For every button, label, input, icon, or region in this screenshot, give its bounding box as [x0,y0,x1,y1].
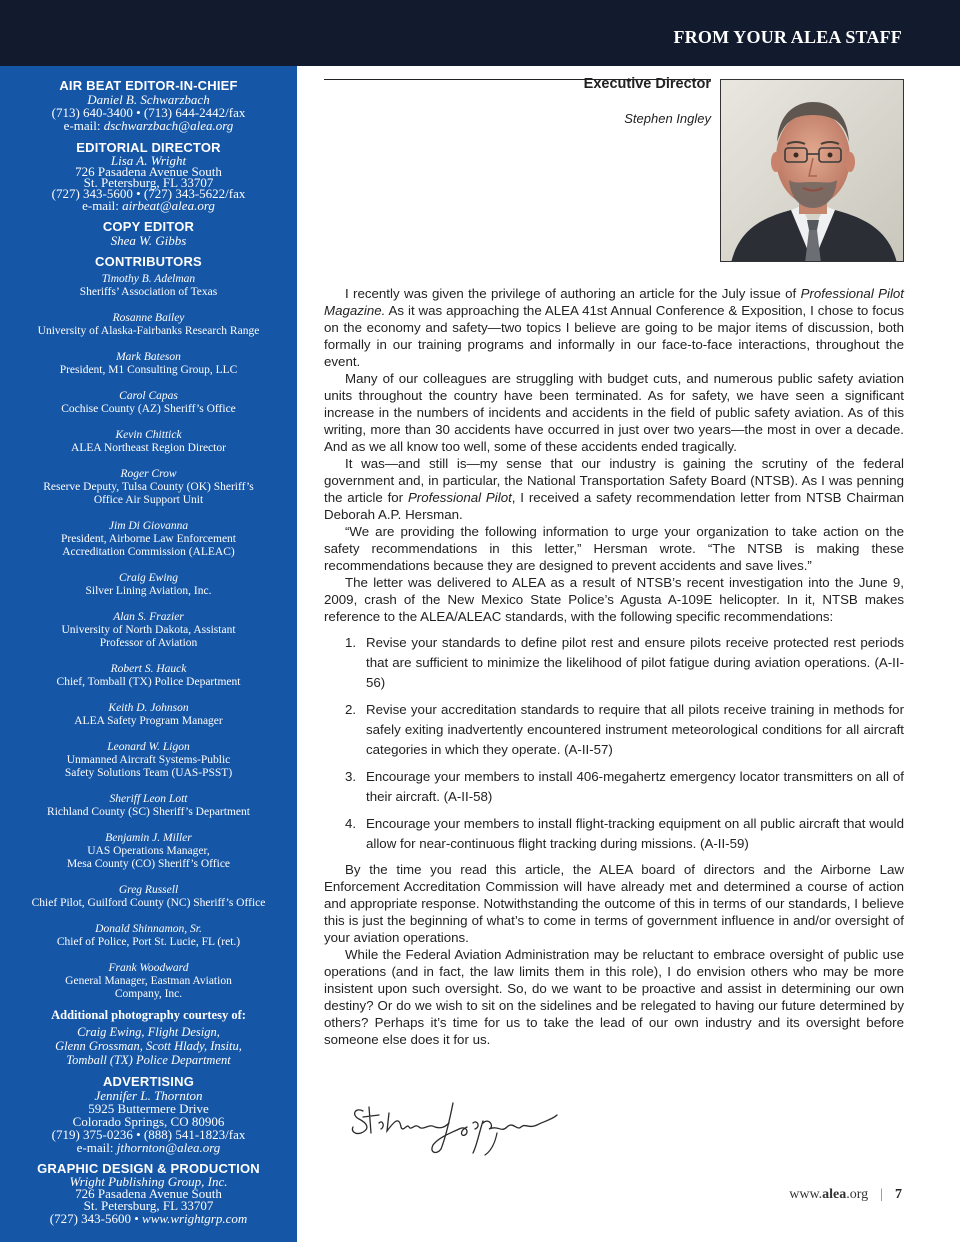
editorial-director-address2: St. Petersburg, FL 33707 [83,175,214,190]
contributor-role: Silver Lining Aviation, Inc. [85,585,212,597]
section-header: FROM YOUR ALEA STAFF [673,27,902,47]
contributor-name: Leonard W. Ligon [107,741,190,753]
author-portrait [720,79,904,262]
design-block [0,1162,297,1226]
paragraph-text: As it was approaching the ALEA 41st Annual Conference & Exposition, I chose to focus on the economy and safety—two topics I believe are going to be major items of discussion, both formally in our training programs and informally in our face-to-face interactions, throughout the event. [324,303,904,369]
editor-in-chief-name: Daniel B. Schwarzbach [87,92,210,107]
contributor-role: Company, Inc. [114,988,183,1000]
copy-editor-heading: COPY EDITOR [102,219,195,234]
recommendation-number: 1. [345,635,357,650]
publication-title: Professional Pilot [407,490,512,505]
contributor-role: UAS Operations Manager, [87,845,210,857]
contributor-name: Sheriff Leon Lott [109,793,188,805]
recommendation-text: Encourage your members to install 406-megahertz emergency locator transmitters on all of their aircraft. (A-II-58) [366,769,904,804]
contributor-role: Chief, Tomball (TX) Police Department [56,676,241,688]
contributor-entry [0,923,297,949]
copy-editor-name: Shea W. Gibbs [110,233,187,248]
contributor-entry [0,520,297,559]
advertising-block [0,1075,297,1154]
editor-in-chief-email-line [0,119,297,132]
contributor-entry [0,663,297,689]
article-paragraph: Many of our colleagues are struggling with budget cuts, and numerous public safety aviation units throughout the country have been terminated. As for safety, we have seen a significant increase in the numbers of incidents and accidents in the field of public safety aviation. As of this writing, more than 30 accidents have occurred in just over two years—the most in over a decade. And as we all know too well, some of these accidents ended tragically. [324,371,904,454]
article-author: Stephen Ingley [624,111,711,126]
page-footer [789,1187,902,1203]
contributor-role: Office Air Support Unit [93,494,204,506]
contributor-entry [0,962,297,1001]
recommendation-number: 2. [345,702,357,717]
advertising-address1: 5925 Buttermere Drive [88,1101,209,1116]
editorial-director-email[interactable]: airbeat@alea.org [122,198,215,213]
contributor-name: Jim Di Giovanna [108,520,189,532]
advertising-phone: (719) 375-0236 • (888) 541-1823/fax [51,1127,246,1142]
contributors-block [0,255,297,1001]
paragraph-text: I recently was given the privilege of authoring an article for the July issue of [345,286,801,301]
contributor-role: Safety Solutions Team (UAS-PSST) [64,767,233,779]
contributor-role: Reserve Deputy, Tulsa County (OK) Sheriff’s [43,481,254,493]
contributor-role: ALEA Northeast Region Director [71,442,226,454]
url-prefix: www. [789,1187,823,1202]
photography-credits [0,1008,297,1067]
recommendation-item [324,633,904,693]
editorial-director-name: Lisa A. Wright [110,153,187,168]
design-heading: GRAPHIC DESIGN & PRODUCTION [37,1161,260,1176]
editor-in-chief-phone: (713) 640-3400 • (713) 644-2442/fax [51,105,246,120]
email-label: e-mail: [82,198,123,213]
contributor-role: Sheriffs’ Association of Texas [79,286,218,298]
contributor-role: President, Airborne Law Enforcement [61,533,236,545]
contributor-name: Robert S. Hauck [110,663,187,675]
contributor-role: Richland County (SC) Sheriff’s Department [47,806,250,818]
publication-title: Professional Pilot Magazine. [324,286,905,318]
contributor-entry [0,429,297,455]
article-paragraph: “We are providing the following information to urge your organization to take action on the safety recommendations in this letter,” Hersman wrote. “The NTSB is making these recommendations because they are designed to prevent accidents and save lives.” [324,524,904,573]
contributor-name: Keith D. Johnson [108,702,189,714]
contributor-entry [0,390,297,416]
photography-line: Craig Ewing, Flight Design, [77,1025,220,1039]
contributor-name: Greg Russell [118,884,179,896]
contributor-entry [0,312,297,338]
editor-in-chief-heading: AIR BEAT EDITOR-IN-CHIEF [59,78,238,93]
contributor-role: University of Alaska-Fairbanks Research Range [37,325,260,337]
contributor-name: Carol Capas [119,390,178,402]
editorial-director-address1: 726 Pasadena Avenue South [75,164,222,179]
contributor-name: Rosanne Bailey [112,312,185,324]
recommendation-number: 3. [345,769,357,784]
contributor-entry [0,351,297,377]
article-paragraph: By the time you read this article, the ALEA board of directors and the Airborne Law Enforcement Accreditation Commission will have already met and determined a course of action and appropriate response. Notwithstanding the outcome of this in terms of our standards, I believe this is just the beginning of what’s to come in terms of government influence in and/or oversight of your aviation operations. [324,862,904,945]
contributor-entry [0,468,297,507]
contributor-entry [0,793,297,819]
article-paragraph [324,455,904,523]
editorial-director-email-line [0,199,297,212]
editorial-director-phone: (727) 343-5600 • (727) 343-5622/fax [51,186,246,201]
contributor-entry [0,611,297,650]
contributor-name: Timothy B. Adelman [101,273,196,285]
contributor-entry [0,741,297,780]
email-label: e-mail: [63,118,104,133]
article-paragraph: The letter was delivered to ALEA as a result of NTSB’s recent investigation into the June 9, 2009, crash of the New Mexico State Police’s Agusta A-109E helicopter. In it, NTSB makes reference to the ALEA/ALEAC standards, with the following specific recommendations: [324,575,904,624]
contributors-list [0,273,297,1001]
contributor-name: Roger Crow [120,468,177,480]
contributor-name: Donald Shinnamon, Sr. [95,923,202,935]
editor-in-chief-email[interactable]: dschwarzbach@alea.org [103,118,234,133]
contributor-name: Kevin Chittick [115,429,182,441]
photography-heading: Additional photography courtesy of: [51,1008,246,1022]
advertising-name: Jennifer L. Thornton [94,1088,203,1103]
contributor-role: Chief Pilot, Guilford County (NC) Sheriff’s Office [31,897,266,909]
contributor-role: ALEA Safety Program Manager [74,715,223,727]
contributor-entry [0,273,297,299]
contributor-role: Accreditation Commission (ALEAC) [62,546,235,558]
footer-url[interactable] [789,1187,868,1202]
recommendations-list [324,633,904,854]
photography-line: Glenn Grossman, Scott Hlady, Insitu, [55,1039,242,1053]
article-body [324,285,904,1048]
recommendation-text: Revise your standards to define pilot rest and ensure pilots receive protected rest periods that are sufficient to minimize the likelihood of pilot fatigue during aviation operations. (A-II-56) [366,635,904,690]
contributor-name: Craig Ewing [118,572,179,584]
contributor-entry [0,832,297,871]
contributor-role: University of North Dakota, Assistant [61,624,236,636]
author-signature [349,1093,561,1159]
copy-editor-block [0,220,297,247]
contributor-role: Mesa County (CO) Sheriff’s Office [66,858,231,870]
footer-divider: | [880,1187,883,1202]
editorial-director-block [0,141,297,212]
contributor-role: General Manager, Eastman Aviation [65,975,232,987]
contributor-name: Benjamin J. Miller [105,832,192,844]
paragraph-text: , I received a safety recommendation letter from NTSB Chairman Deborah A.P. Hersman. [324,490,904,522]
contributor-role: President, M1 Consulting Group, LLC [59,364,238,376]
top-banner [0,0,960,66]
contributor-name: Frank Woodward [108,962,189,974]
advertising-heading: ADVERTISING [102,1074,195,1089]
paragraph-text: It was—and still is—my sense that our industry is gaining the scrutiny of the federal government and, in particular, the National Transportation Safety Board (NTSB). As I was penning the article for [324,456,904,505]
contributor-role: Cochise County (AZ) Sheriff’s Office [61,403,236,415]
recommendation-item [324,767,904,807]
contributor-entry [0,884,297,910]
recommendation-number: 4. [345,816,357,831]
photography-line: Tomball (TX) Police Department [66,1053,231,1067]
article-section-title: Executive Director [583,76,711,92]
design-address1: 726 Pasadena Avenue South [75,1186,222,1201]
recommendation-item [324,700,904,760]
contributor-role: Professor of Aviation [99,637,198,649]
editor-in-chief-block [0,79,297,132]
recommendation-text: Encourage your members to install flight-tracking equipment on all public aircraft that would allow for near-continuous flight tracking during missions. (A-II-59) [366,816,904,851]
design-name: Wright Publishing Group, Inc. [69,1174,228,1189]
article-paragraph: While the Federal Aviation Administration may be reluctant to embrace oversight of public use operations (and in fact, the law limits them in this role), I do envision others who may be more insistent upon such oversight. So, do we want to be proactive and assist in determining our own destiny? Or do we wish to sit on the sidelines and be relegated to having our future determined by others? Perhaps it’s time for us to take the lead of our own industry and its oversight before someone else does it for us. [324,947,904,1047]
advertising-email[interactable]: jthornton@alea.org [116,1140,221,1155]
editorial-director-heading: EDITORIAL DIRECTOR [76,140,221,155]
design-contact-line [0,1212,297,1226]
design-phone: (727) 343-5600 • [49,1211,143,1226]
contributor-name: Alan S. Frazier [113,611,184,623]
url-brand: alea [822,1187,847,1202]
page-number: 7 [895,1187,902,1202]
contributor-name: Mark Bateson [116,351,181,363]
url-suffix: .org [846,1187,869,1202]
masthead-sidebar [0,66,297,1242]
recommendation-text: Revise your accreditation standards to require that all pilots receive training in methods for safely exiting inadvertently encountered instrument meteorological conditions for all aircraft categories in which they operate. (A-II-57) [366,702,904,757]
email-label: e-mail: [76,1140,117,1155]
byline-block [324,76,711,126]
design-address2: St. Petersburg, FL 33707 [83,1198,214,1213]
contributor-role: Chief of Police, Port St. Lucie, FL (ret.) [56,936,241,948]
contributors-heading: CONTRIBUTORS [95,254,202,269]
article-paragraph [324,285,904,370]
contributor-role: Unmanned Aircraft Systems-Public [66,754,231,766]
contributor-entry [0,702,297,728]
author-portrait-image [721,80,904,262]
contributor-entry [0,572,297,598]
recommendation-item [324,814,904,854]
advertising-email-line [0,1141,297,1154]
advertising-address2: Colorado Springs, CO 80906 [72,1114,225,1129]
design-website-link[interactable]: www.wrightgrp.com [142,1211,248,1226]
